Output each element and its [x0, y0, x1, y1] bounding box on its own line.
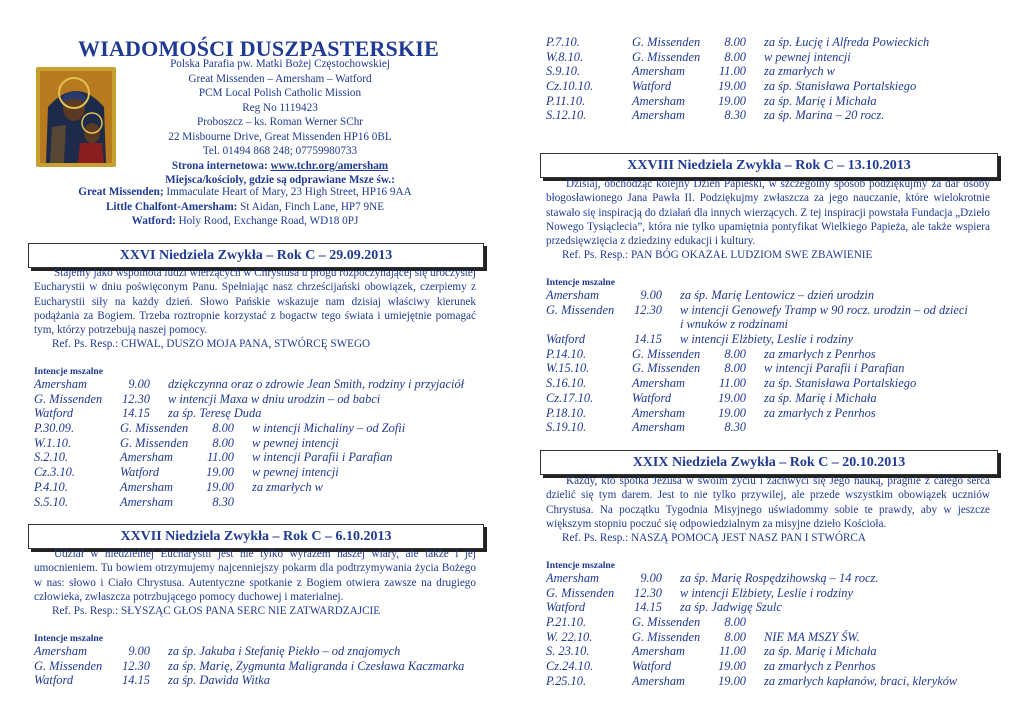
- intention-row: [546, 94, 1002, 109]
- madonna-icon: [36, 67, 116, 167]
- intention-row: [34, 673, 484, 688]
- intention-text: za śp. Stanisława Portalskiego: [764, 376, 917, 391]
- intention-row: [546, 50, 1002, 65]
- intention-place: Watford: [34, 406, 74, 421]
- intention-text: za śp. Jadwigę Szulc: [680, 600, 782, 615]
- intention-date: Cz.10.10.: [546, 79, 594, 94]
- intention-time: 11.00: [719, 376, 746, 391]
- intention-time: 9.00: [128, 377, 150, 391]
- intention-date: P.7.10.: [546, 35, 580, 49]
- intention-time: 19.00: [718, 673, 746, 688]
- intention-place: G. Missenden: [632, 361, 701, 376]
- intention-text: w intencji Elżbiety, Leslie i rodziny: [680, 332, 853, 347]
- intention-row: [546, 420, 1002, 435]
- intention-date: Cz.24.10.: [546, 659, 594, 674]
- intention-place: G. Missenden: [546, 302, 615, 317]
- intentions-label: Intencje mszalne: [546, 277, 616, 288]
- section-text: Każdy, kto spotka Jezusa w swoim życiu i zachwyci się Jego nauką, pragnie z całego serca dzielić się tym darem. Jest to nie tylko przywilej, ale przede wszystkim obowiązek uczniów Chrystusa. Na początku Tygodnia Misyjnego uświadommy sobie te prawdy, aby w jeszcze większym stopniu poczuć się odpowiedzialnym za misyjne dzieło Kościoła.: [546, 475, 990, 530]
- intention-place: G. Missenden: [632, 615, 701, 630]
- intention-time: 8.00: [724, 346, 746, 361]
- intention-row: [546, 64, 1002, 79]
- intention-place: Watford: [632, 659, 672, 674]
- intention-time: 19.00: [718, 405, 746, 420]
- intention-place: Amersham: [34, 644, 87, 658]
- intention-place: Amersham: [632, 644, 685, 659]
- intentions-label: Intencje mszalne: [34, 366, 104, 377]
- intention-text: za śp. Marię i Michała: [764, 390, 877, 405]
- church-place: Watford:: [131, 215, 176, 227]
- intentions-label: Intencje mszalne: [546, 560, 616, 571]
- section-heading: XXIX Niedziela Zwykła – Rok C – 20.10.2013: [540, 450, 998, 475]
- intention-text: za śp. Stanisława Portalskiego: [764, 79, 917, 94]
- intention-time: 9.00: [128, 644, 150, 658]
- intention-time: 9.00: [640, 288, 662, 302]
- intention-text: za śp. Jakuba i Stefanię Piekło – od znajomych: [168, 644, 401, 658]
- intention-time: 8.30: [724, 108, 746, 123]
- intention-place: Watford: [632, 390, 672, 405]
- intention-time: 8.00: [724, 35, 746, 49]
- intention-row: [546, 600, 1002, 615]
- intention-row: [34, 480, 484, 495]
- intention-date: P.4.10.: [34, 479, 68, 494]
- intention-time: 14.15: [122, 406, 150, 421]
- intention-date: S.16.10.: [546, 376, 587, 391]
- website-link[interactable]: www.tchr.org/amersham: [270, 159, 389, 172]
- intention-date: S.19.10.: [546, 420, 587, 435]
- intention-time: 9.00: [640, 571, 662, 585]
- intention-date: S. 23.10.: [546, 644, 590, 659]
- intention-text: za śp. Marię Lentowicz – dzień urodzin: [680, 288, 875, 302]
- intention-row: [546, 644, 1002, 659]
- intention-row: [34, 495, 484, 510]
- intention-text: w intencji Elżbiety, Leslie i rodziny: [680, 585, 853, 600]
- intention-place: G. Missenden: [632, 629, 701, 644]
- intention-text: za zmarłych w: [252, 479, 323, 494]
- intention-place: G. Missenden: [632, 346, 701, 361]
- church-place: Great Missenden;: [78, 186, 164, 198]
- psalm-response: Ref. Ps. Resp.: CHWAL, DUSZO MOJA PANA, STWÓRCĘ SWEGO: [52, 338, 371, 350]
- intention-place: Watford: [632, 79, 672, 94]
- intention-text: za śp. Marię Rospędzihowską – 14 rocz.: [680, 571, 879, 585]
- intention-text: za zmarłych z Penrhos: [764, 659, 876, 674]
- intention-date: S.2.10.: [34, 450, 69, 465]
- intention-row: [546, 79, 1002, 94]
- section-text: Dzisiaj, obchodząc kolejny Dzień Papieski, w szczególny sposób podziękujmy za dar osoby błogosławionego Jana Pawła II. Podziękujmy zwłaszcza za jego nauczanie, które wielokrotnie stawało się inspiracją do działań dla innych wierzących. Z tej inspiracji powstała Fundacja „Dzieło Nowego Tysiąclecia”, która nie tylko upamiętnia pontyfikat Wielkiego Papieża, ale także wspiera przedsięwzięcia z dziedziny edukacji i kultury.: [546, 178, 990, 248]
- intention-place: G. Missenden: [34, 658, 103, 673]
- intention-row: [34, 406, 484, 421]
- intention-text: w intencji Maxa w dniu urodzin – od babci: [168, 391, 381, 406]
- intention-time: 8.00: [724, 49, 746, 64]
- intention-row: [546, 586, 1002, 601]
- intention-date: P.21.10.: [546, 615, 587, 630]
- church-address: Holy Rood, Exchange Road, WD18 0PJ: [175, 215, 359, 227]
- intention-date: S.5.10.: [34, 494, 69, 509]
- parish-line: Reg No 1119423: [242, 101, 318, 114]
- intention-row: [34, 644, 484, 659]
- intention-place: Watford: [34, 673, 74, 688]
- intention-text: dziękczynna oraz o zdrowie Jean Smith, rodziny i przyjaciół: [168, 377, 465, 391]
- intention-time: 14.15: [634, 332, 662, 347]
- intention-row: [546, 347, 1002, 362]
- website-label: Strona internetowa:: [171, 159, 271, 172]
- intention-time: 19.00: [718, 79, 746, 94]
- intention-row: [546, 376, 1002, 391]
- intention-time: 12.30: [122, 658, 150, 673]
- intention-text: w pewnej intencji: [252, 465, 339, 480]
- intention-time: 8.00: [724, 361, 746, 376]
- intention-row: [34, 659, 484, 674]
- intention-place: Amersham: [632, 93, 685, 108]
- intention-time: 11.00: [207, 450, 234, 465]
- parish-line: 22 Misbourne Drive, Great Missenden HP16 0BL: [168, 130, 392, 143]
- psalm-response: Ref. Ps. Resp.: PAN BÓG OKAZAŁ LUDZIOM SWE ZBAWIENIE: [562, 249, 873, 261]
- intention-place: G. Missenden: [120, 421, 189, 436]
- intention-time: 14.15: [634, 600, 662, 615]
- parish-line: Proboszcz – ks. Roman Werner SChr: [196, 116, 364, 128]
- intention-place: G. Missenden: [632, 49, 701, 64]
- section-text: Udział w niedzielnej Eucharystii jest nie tylko wyrazem naszej wiary, ale także i jej umocnieniem. Tu bowiem otrzymujemy najcenniejszy pokarm dla podtrzymywania życia Bożego w nas: słowo i Ciało Chrystusa. Autentyczne spotkanie z Bogiem otwiera zawsze na drugiego człowieka, zwłaszcza potrzbującego pomocy duchowej i materialnej.: [34, 548, 476, 603]
- intention-text: za zmarłych kapłanów, braci, kleryków: [764, 673, 958, 688]
- parish-info: [120, 57, 440, 188]
- intention-time: 19.00: [718, 93, 746, 108]
- intention-text: w pewnej intencji: [252, 435, 339, 450]
- intention-text: za zmarłych z Penrhos: [764, 405, 876, 420]
- intention-time: 12.30: [634, 585, 662, 600]
- intention-place: G. Missenden: [632, 35, 701, 49]
- mass-intentions: [34, 377, 484, 509]
- intention-place: G. Missenden: [34, 391, 103, 406]
- intention-text: NIE MA MSZY ŚW.: [764, 629, 860, 644]
- intention-row: [546, 630, 1002, 645]
- intention-place: Amersham: [120, 494, 173, 509]
- mass-intentions: [546, 35, 1002, 123]
- intention-place: Amersham: [34, 377, 87, 391]
- intention-date: W.15.10.: [546, 361, 590, 376]
- mass-intentions: [34, 644, 484, 688]
- intention-date: Cz.17.10.: [546, 390, 594, 405]
- intention-date: P.14.10.: [546, 346, 587, 361]
- intention-text: w intencji Genowefy Tramp w 90 rocz. urodzin – od dzieci: [680, 302, 968, 317]
- intention-row: [34, 377, 484, 392]
- intention-text: za śp. Marię, Zygmunta Maligranda i Czesława Kaczmarka: [168, 658, 465, 673]
- intention-date: W. 22.10.: [546, 629, 593, 644]
- church-list: [30, 185, 460, 229]
- intention-row: [546, 391, 1002, 406]
- intention-time: 19.00: [206, 465, 234, 480]
- intention-place: Watford: [120, 465, 160, 480]
- section-heading: XXVII Niedziela Zwykła – Rok C – 6.10.2013: [28, 524, 484, 549]
- churches-heading: Miejsca/kościoły, gdzie są odprawiane Msze św.:: [165, 174, 395, 186]
- intention-date: P.25.10.: [546, 673, 587, 688]
- psalm-response: Ref. Ps. Resp.: NASZĄ POMOCĄ JEST NASZ PAN I STWÓRCA: [562, 532, 866, 544]
- church-address: Immaculate Heart of Mary, 23 High Street, HP16 9AA: [163, 186, 412, 198]
- page-title: WIADOMOŚCI DUSZPASTERSKIE: [78, 36, 439, 61]
- intention-row: [34, 421, 484, 436]
- intention-time: 19.00: [718, 659, 746, 674]
- intention-time: 12.30: [122, 391, 150, 406]
- intention-text: za śp. Łucję i Alfreda Powieckich: [764, 35, 930, 49]
- intention-row: [546, 615, 1002, 630]
- intention-place: Amersham: [632, 420, 685, 435]
- mass-intentions: [546, 288, 1002, 435]
- intention-date: Cz.3.10.: [34, 465, 75, 480]
- intention-date: S.9.10.: [546, 64, 581, 79]
- parish-line: Polska Parafia pw. Matki Bożej Częstochowskiej: [170, 58, 390, 70]
- intention-row: [546, 35, 1002, 50]
- intention-place: Amersham: [632, 64, 685, 79]
- intention-date: P.11.10.: [546, 93, 586, 108]
- mass-intentions: [546, 571, 1002, 689]
- intention-row: [34, 450, 484, 465]
- intention-row: [34, 436, 484, 451]
- intention-time: 8.00: [724, 629, 746, 644]
- intention-text: za zmarłych z Penrhos: [764, 346, 876, 361]
- intention-time: 11.00: [719, 64, 746, 79]
- intention-place: Watford: [546, 600, 586, 615]
- intention-time: 8.00: [724, 615, 746, 630]
- intention-text: w intencji Parafii i Parafian: [252, 450, 393, 465]
- intention-place: Amersham: [120, 450, 173, 465]
- section-heading: XXVIII Niedziela Zwykła – Rok C – 13.10.2013: [540, 153, 998, 178]
- intention-place: G. Missenden: [120, 435, 189, 450]
- intention-time: 8.30: [724, 420, 746, 435]
- intentions-label: Intencje mszalne: [34, 633, 104, 644]
- intention-time: 19.00: [718, 390, 746, 405]
- intention-place: Watford: [546, 332, 586, 347]
- intention-text: za śp. Teresę Duda: [168, 406, 262, 421]
- intention-row: [546, 332, 1002, 347]
- section-text: Stajemy jako wspólnota ludzi wierzących w Chrystusa u progu rozpoczynającej się uroczystej Eucharystii w dniu poświęconym Panu. Spełniając nasz chrześcijański obowiązek, czerpiemy z Eucharystii siły na każdy dzień. Słowo Pańskie wskazuje nam dzisiaj właściwy kierunek podążania za Bogiem. Trzeba roztropnie korzystać z bogactw tego świata i umiejętnie pomagać tym, którzy potrzebują naszej pomocy.: [34, 267, 476, 337]
- intention-place: Amersham: [120, 479, 173, 494]
- church-place: Little Chalfont-Amersham:: [105, 200, 238, 213]
- intention-time: 8.00: [212, 421, 234, 436]
- intention-text: w intencji Michaliny – od Zofii: [252, 421, 406, 436]
- intention-text: za zmarłych w: [764, 64, 835, 79]
- intention-place: Amersham: [632, 405, 685, 420]
- intention-place: Amersham: [546, 288, 599, 302]
- intention-time: 19.00: [206, 479, 234, 494]
- intention-row: [546, 571, 1002, 586]
- parish-line: PCM Local Polish Catholic Mission: [198, 87, 362, 99]
- intention-text: za śp. Marię i Michała: [764, 644, 877, 659]
- church-address: St Aidan, Finch Lane, HP7 9NE: [237, 200, 385, 213]
- intention-row: [546, 674, 1002, 689]
- intention-text: w pewnej intencji: [764, 49, 851, 64]
- intention-row: [546, 361, 1002, 376]
- intention-row: [34, 392, 484, 407]
- intention-row: [546, 406, 1002, 421]
- intention-place: Amersham: [632, 376, 685, 391]
- intention-place: G. Missenden: [546, 585, 615, 600]
- intention-date: W.8.10.: [546, 49, 584, 64]
- intention-date: W.1.10.: [34, 435, 72, 450]
- intention-place: Amersham: [632, 673, 685, 688]
- intention-date: S.12.10.: [546, 108, 587, 123]
- intention-text: za śp. Dawida Witka: [168, 673, 270, 688]
- intention-row: [546, 288, 1002, 303]
- intention-date: P.30.09.: [34, 421, 75, 436]
- section-heading: XXVI Niedziela Zwykła – Rok C – 29.09.2013: [28, 243, 484, 268]
- intention-row: [546, 108, 1002, 123]
- intention-text: za śp. Marina – 20 rocz.: [764, 108, 885, 123]
- intention-row: [546, 659, 1002, 674]
- parish-line: Great Missenden – Amersham – Watford: [188, 72, 372, 85]
- intention-place: Amersham: [546, 571, 599, 585]
- intention-row: [546, 303, 1002, 318]
- intention-time: 14.15: [122, 673, 150, 688]
- intention-text: i wnuków z rodzinami: [680, 317, 788, 332]
- intention-text: za śp. Marię i Michała: [764, 93, 877, 108]
- psalm-response: Ref. Ps. Resp.: SŁYSZĄC GŁOS PANA SERC NIE ZATWARDZAJCIE: [52, 605, 381, 617]
- parish-line: Tel. 01494 868 248; 07759980733: [202, 145, 358, 157]
- intention-time: 12.30: [634, 302, 662, 317]
- intention-time: 11.00: [719, 644, 746, 659]
- intention-time: 8.00: [212, 435, 234, 450]
- intention-text: w intencji Parafii i Parafian: [764, 361, 905, 376]
- intention-place: Amersham: [632, 108, 685, 123]
- intention-time: 8.30: [212, 494, 234, 509]
- intention-row: [34, 465, 484, 480]
- intention-date: P.18.10.: [546, 405, 587, 420]
- intention-row: [546, 317, 1002, 332]
